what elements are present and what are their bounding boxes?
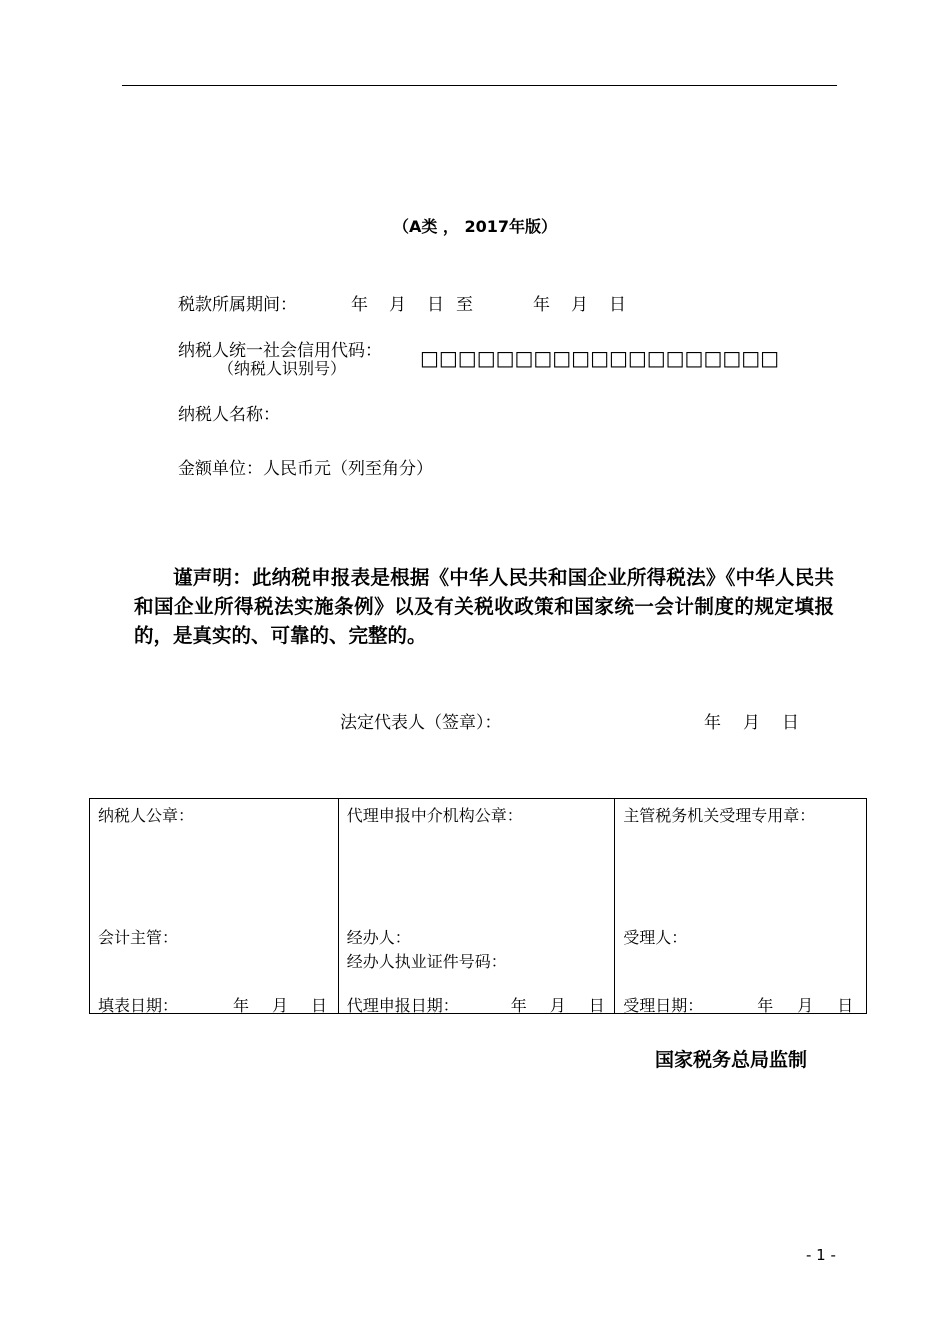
agency-stamp-cell	[338, 799, 615, 1014]
credit-code-label: 纳税人统一社会信用代码：	[178, 341, 382, 361]
legal-rep-year: 年	[704, 713, 721, 733]
period-start-year: 年	[351, 295, 368, 315]
tax-authority-stamp-cell	[615, 799, 867, 1014]
receive-date-month: 月	[797, 996, 814, 1015]
period-to: 至	[456, 295, 473, 315]
declaration-statement: 谨声明：此纳税申报表是根据《中华人民共和国企业所得税法》《中华人民共和国企业所得税法实施条例》以及有关税收政策和国家统一会计制度的规定填报的，是真实的、可靠的、完整的。	[134, 566, 834, 647]
receive-date-label: 受理日期：	[623, 996, 704, 1015]
period-end-month: 月	[571, 295, 588, 315]
legal-rep-label: 法定代表人（签章）：	[340, 713, 502, 733]
agency-seal-label: 代理申报中介机构公章：	[346, 806, 523, 825]
stamp-table	[89, 798, 867, 1014]
agency-date-month: 月	[549, 996, 566, 1015]
credit-code-boxes[interactable]: □□□□□□□□□□□□□□□□□□□	[420, 346, 780, 370]
taxpayer-stamp-cell	[90, 799, 339, 1014]
receiver-label: 受理人：	[623, 928, 688, 947]
fill-date-label: 填表日期：	[98, 996, 179, 1015]
taxpayer-name-label: 纳税人名称：	[178, 405, 280, 425]
accounting-supervisor-label: 会计主管：	[98, 928, 179, 947]
taxpayer-id-sublabel: （纳税人识别号）	[218, 359, 347, 378]
taxpayer-seal-label: 纳税人公章：	[98, 806, 195, 825]
tax-authority-seal-label: 主管税务机关受理专用章：	[623, 806, 816, 825]
period-start-day: 日	[427, 295, 444, 315]
legal-rep-month: 月	[743, 713, 760, 733]
fill-date-month: 月	[272, 996, 289, 1015]
tax-period-label: 税款所属期间：	[178, 295, 297, 315]
supervising-bureau: 国家税务总局监制	[655, 1049, 808, 1071]
receive-date-year: 年	[757, 996, 774, 1015]
handler-label: 经办人：	[346, 928, 411, 947]
header-rule	[122, 85, 837, 86]
page-number: - 1 -	[806, 1246, 836, 1264]
agency-date-day: 日	[588, 996, 605, 1015]
fill-date-day: 日	[311, 996, 328, 1015]
amount-unit-label: 金额单位：人民币元（列至角分）	[178, 459, 433, 479]
agency-date-label: 代理申报日期：	[346, 996, 459, 1015]
period-end-day: 日	[609, 295, 626, 315]
period-start-month: 月	[389, 295, 406, 315]
handler-license-label: 经办人执业证件号码：	[346, 952, 507, 971]
legal-rep-date	[704, 708, 821, 733]
receive-date-day: 日	[837, 996, 854, 1015]
fill-date-year: 年	[233, 996, 250, 1015]
legal-rep-day: 日	[782, 713, 799, 733]
form-subtitle: （A类 ， 2017年版）	[392, 217, 558, 236]
period-end-year: 年	[533, 295, 550, 315]
agency-date-year: 年	[510, 996, 527, 1015]
